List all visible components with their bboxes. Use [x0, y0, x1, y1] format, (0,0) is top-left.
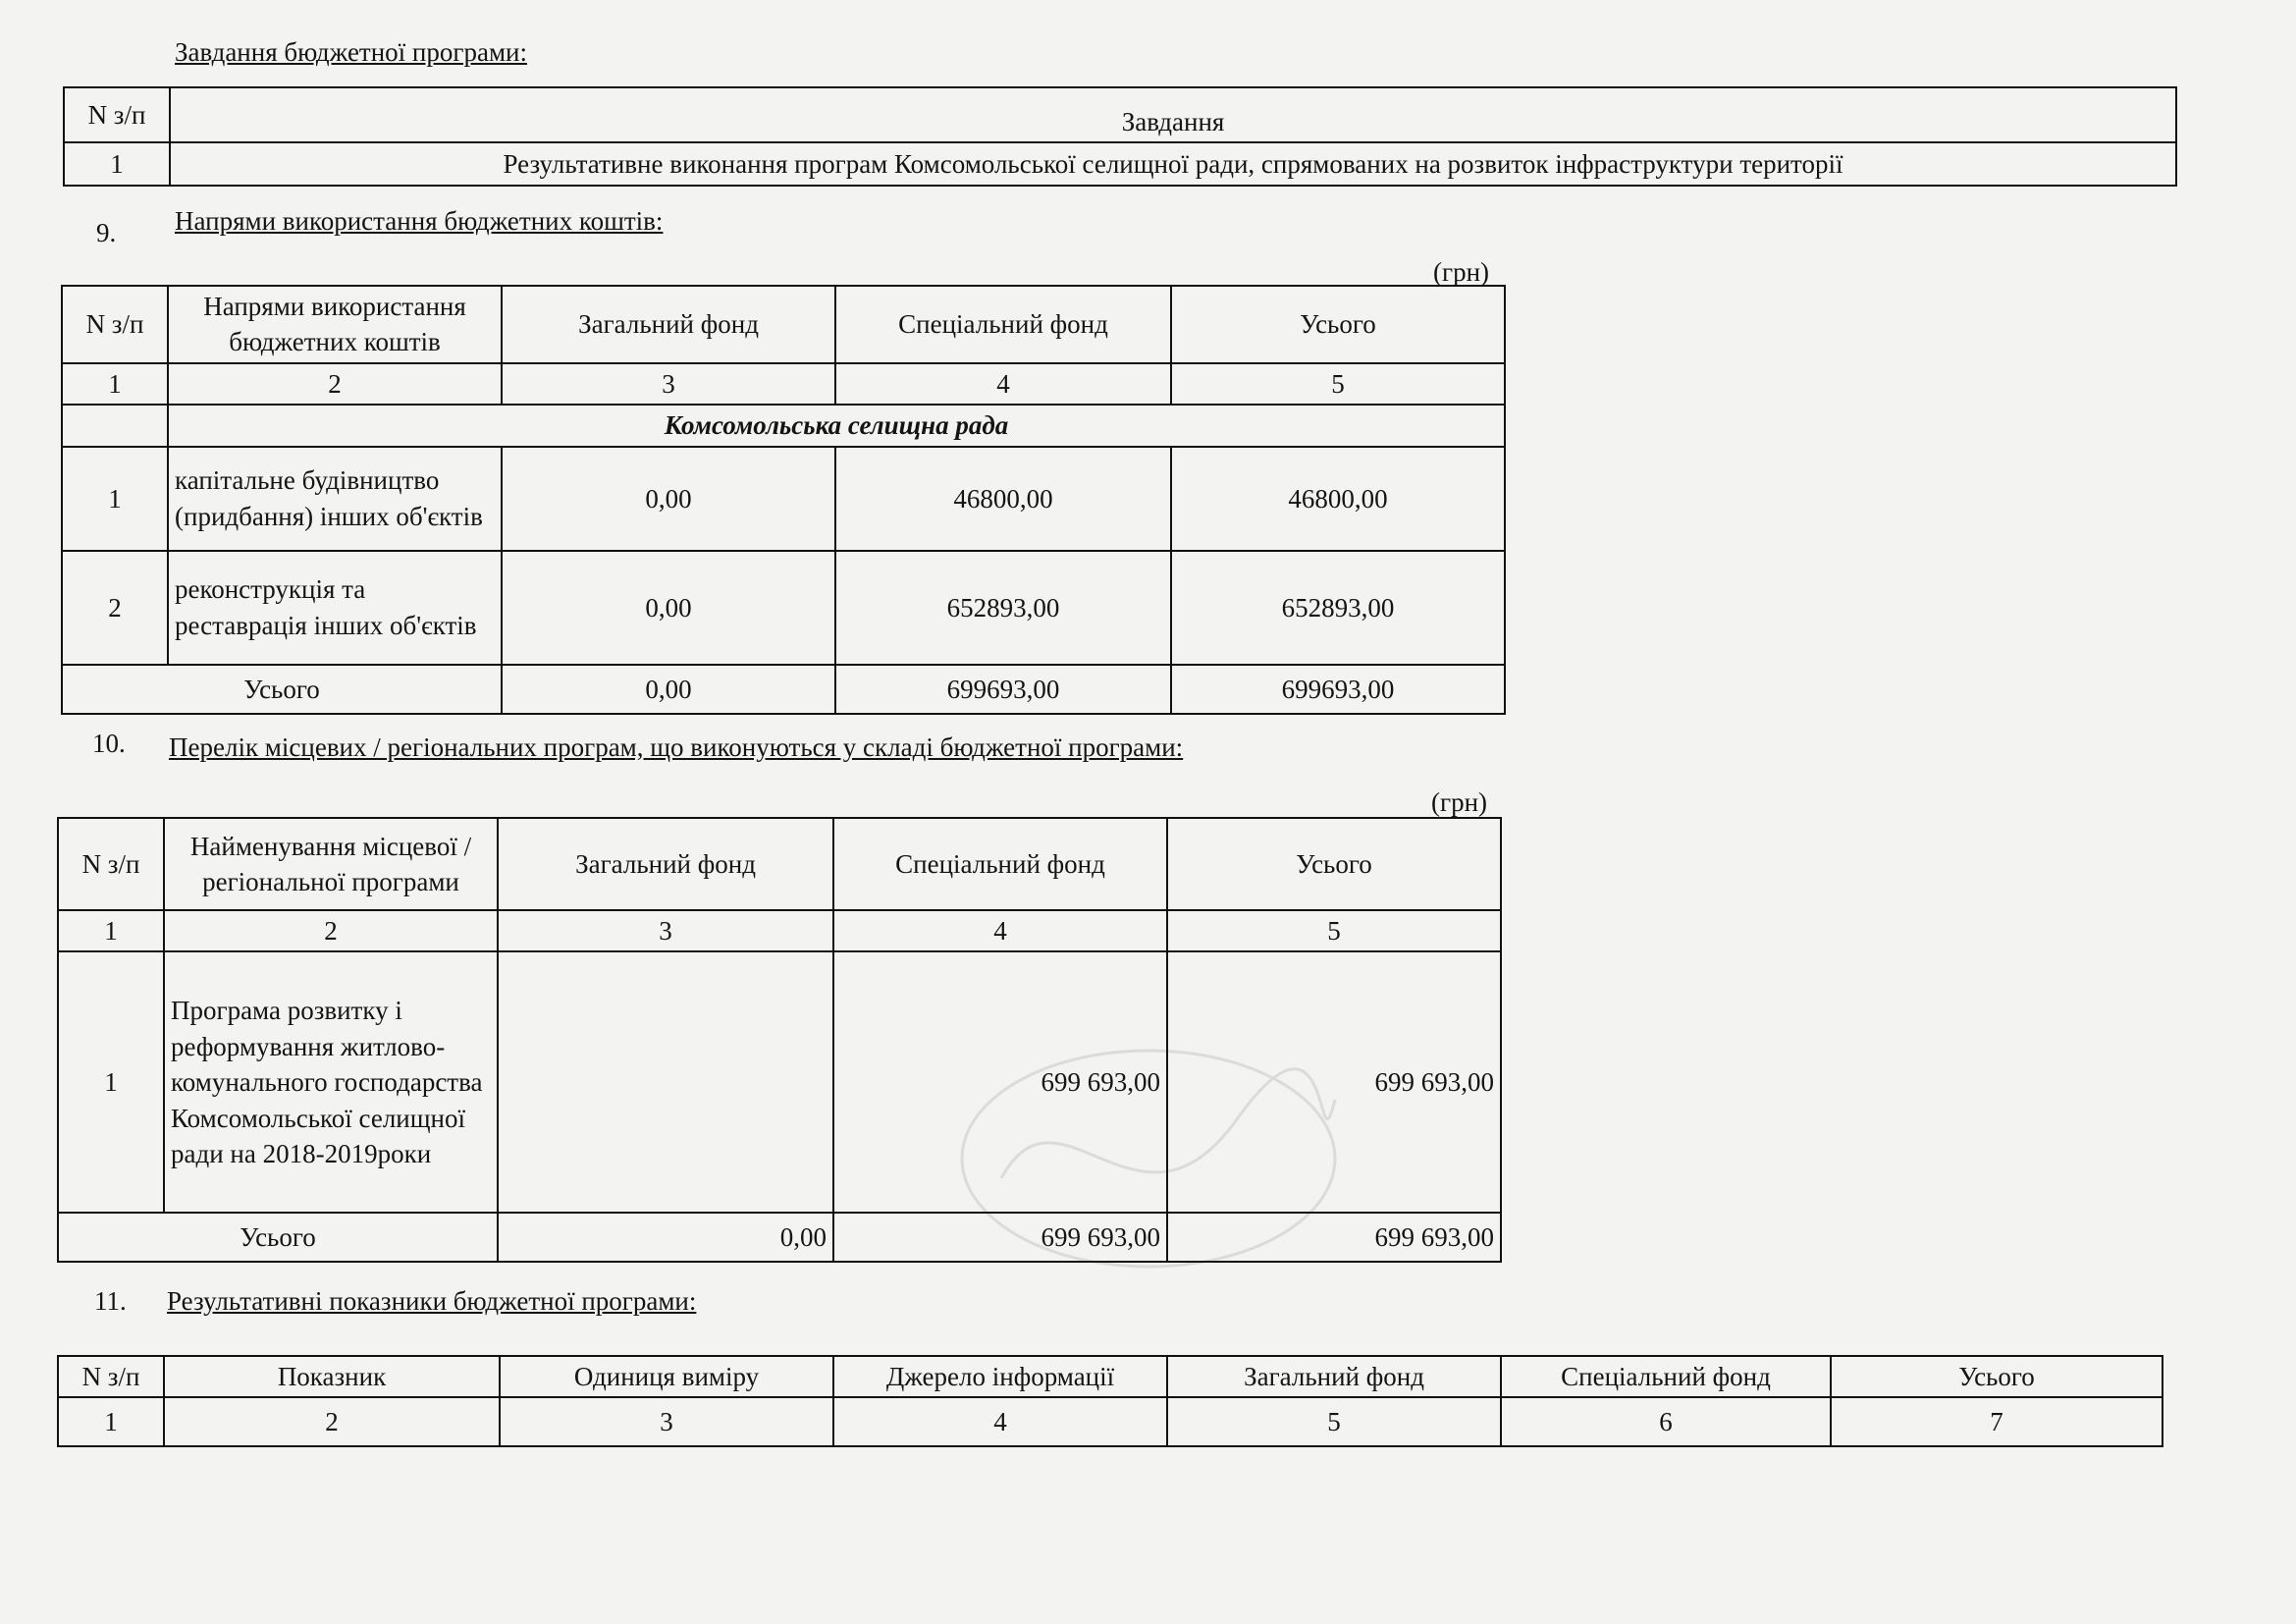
index-cell: 2 — [164, 1397, 500, 1446]
total-general: 0,00 — [498, 1213, 833, 1262]
row-num: 1 — [64, 142, 170, 186]
directions-table — [61, 285, 1506, 715]
section-9-heading: Напрями використання бюджетних коштів: — [175, 206, 664, 236]
index-row — [58, 1397, 2163, 1446]
col-source-header: Джерело інформації — [833, 1356, 1167, 1397]
row-num: 2 — [62, 551, 168, 665]
index-row — [62, 363, 1505, 405]
col-num-header: N з/п — [64, 87, 170, 142]
col-total-header: Усього — [1171, 286, 1505, 363]
task-text: Результативне виконання програм Комсомольської селищної ради, спрямованих на розвиток інфраструктури території — [170, 142, 2176, 186]
col-special-header: Спеціальний фонд — [835, 286, 1171, 363]
org-row-spacer — [62, 405, 168, 446]
indicators-table — [57, 1355, 2163, 1447]
index-cell: 5 — [1167, 910, 1501, 951]
total-special: 699 693,00 — [833, 1213, 1167, 1262]
section-11-heading: Результативні показники бюджетної програми: — [167, 1286, 697, 1316]
table-row — [64, 142, 2176, 186]
row-num: 1 — [58, 951, 164, 1213]
index-cell: 5 — [1167, 1397, 1501, 1446]
section-10-number: 10. — [92, 729, 126, 758]
total-general: 0,00 — [502, 665, 835, 714]
special-fund-value: 652893,00 — [835, 551, 1171, 665]
program-name: Програма розвитку і реформування житлово-комунального господарства Комсомольської селищної ради на 2018-2019роки — [164, 951, 498, 1213]
tasks-table — [63, 86, 2177, 187]
section-9-unit: (грн) — [1433, 257, 1490, 287]
total-value: 652893,00 — [1171, 551, 1505, 665]
index-cell: 2 — [164, 910, 498, 951]
col-unit-header: Одиниця виміру — [500, 1356, 833, 1397]
index-cell: 2 — [168, 363, 502, 405]
tasks-heading: Завдання бюджетної програми: — [175, 37, 527, 67]
col-total-header: Усього — [1831, 1356, 2163, 1397]
total-label: Усього — [58, 1213, 498, 1262]
index-cell: 5 — [1171, 363, 1505, 405]
index-cell: 1 — [58, 910, 164, 951]
col-general-header: Загальний фонд — [502, 286, 835, 363]
total-total: 699693,00 — [1171, 665, 1505, 714]
total-value: 699 693,00 — [1167, 951, 1501, 1213]
index-cell: 7 — [1831, 1397, 2163, 1446]
index-cell: 3 — [498, 910, 833, 951]
index-cell: 1 — [62, 363, 168, 405]
row-num: 1 — [62, 447, 168, 551]
org-name: Комсомольська селищна рада — [168, 405, 1505, 446]
section-10-unit: (грн) — [1431, 787, 1488, 817]
general-fund-value: 0,00 — [502, 551, 835, 665]
general-fund-value — [498, 951, 833, 1213]
index-cell: 4 — [833, 1397, 1167, 1446]
table-row — [62, 551, 1505, 665]
total-total: 699 693,00 — [1167, 1213, 1501, 1262]
special-fund-value: 46800,00 — [835, 447, 1171, 551]
index-cell: 4 — [833, 910, 1167, 951]
special-fund-value: 699 693,00 — [833, 951, 1167, 1213]
col-total-header: Усього — [1167, 818, 1501, 910]
col-task-header: Завдання — [170, 87, 2176, 142]
col-general-header: Загальний фонд — [498, 818, 833, 910]
col-special-header: Спеціальний фонд — [833, 818, 1167, 910]
index-cell: 4 — [835, 363, 1171, 405]
section-9-number: 9. — [96, 218, 117, 247]
total-label: Усього — [62, 665, 502, 714]
table-header-row — [58, 818, 1501, 910]
col-num-header: N з/п — [58, 818, 164, 910]
section-11-number: 11. — [94, 1286, 127, 1316]
col-direction-header: Напрями використання бюджетних коштів — [168, 286, 502, 363]
index-cell: 3 — [502, 363, 835, 405]
col-special-header: Спеціальний фонд — [1501, 1356, 1831, 1397]
total-row — [62, 665, 1505, 714]
col-num-header: N з/п — [58, 1356, 164, 1397]
stamp-watermark-icon — [942, 1031, 1355, 1286]
general-fund-value: 0,00 — [502, 447, 835, 551]
index-cell: 1 — [58, 1397, 164, 1446]
total-special: 699693,00 — [835, 665, 1171, 714]
col-indicator-header: Показник — [164, 1356, 500, 1397]
col-program-header: Найменування місцевої / регіональної програми — [164, 818, 498, 910]
index-cell: 3 — [500, 1397, 833, 1446]
org-row — [62, 405, 1505, 446]
table-header-row — [58, 1356, 2163, 1397]
index-row — [58, 910, 1501, 951]
index-cell: 6 — [1501, 1397, 1831, 1446]
total-value: 46800,00 — [1171, 447, 1505, 551]
section-10-heading: Перелік місцевих / регіональних програм, що виконуються у складі бюджетної програми: — [169, 732, 1184, 762]
col-general-header: Загальний фонд — [1167, 1356, 1501, 1397]
col-num-header: N з/п — [62, 286, 168, 363]
table-header-row — [62, 286, 1505, 363]
table-header-row — [64, 87, 2176, 142]
direction-name: капітальне будівництво (придбання) інших об'єктів — [168, 447, 502, 551]
direction-name: реконструкція та реставрація інших об'єктів — [168, 551, 502, 665]
table-row — [62, 447, 1505, 551]
